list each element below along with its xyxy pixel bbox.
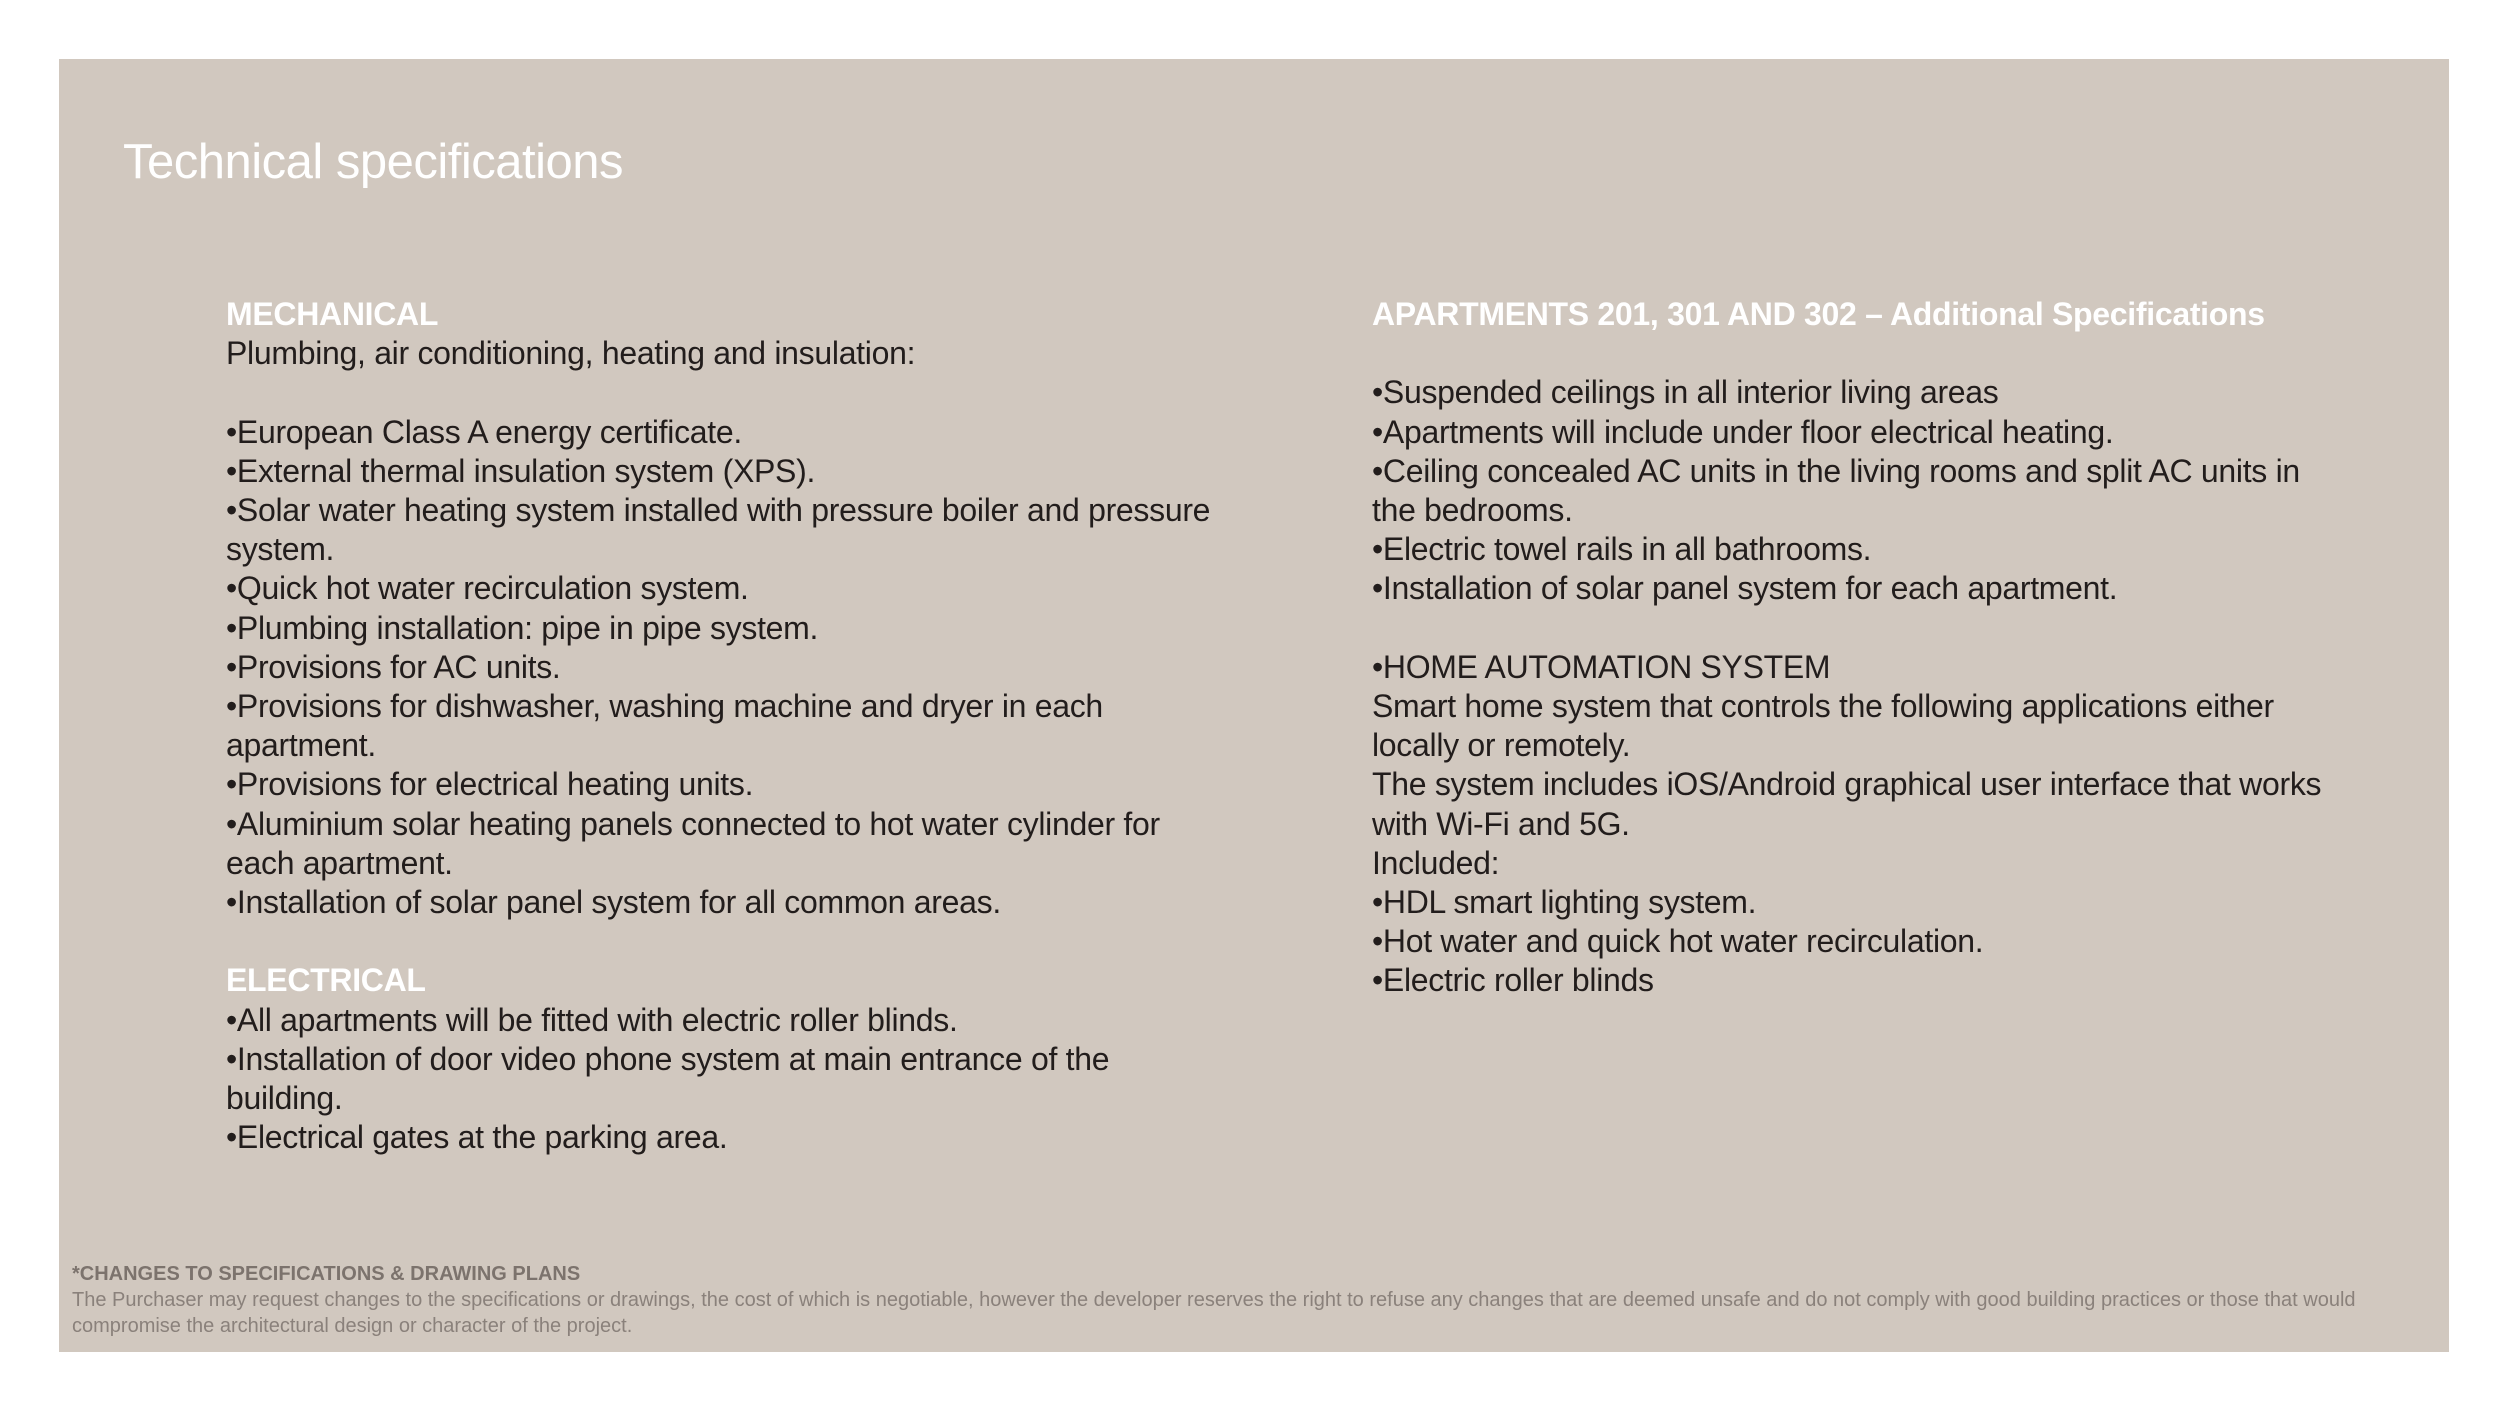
spacer (226, 922, 1226, 961)
mechanical-item: • Aluminium solar heating panels connected to hot water cylinder for each apartment. (226, 805, 1226, 883)
apartment-spec-item: • Suspended ceilings in all interior living areas (1372, 373, 2352, 412)
footnote-text: The Purchaser may request changes to the specifications or drawings, the cost of which is negotiable, however the developer reserves the right to refuse any changes that are deemed unsafe and do not comply with good building practices or those that would compromise the architectural design or character of the project. (72, 1289, 2356, 1337)
home-automation-included-item: • Electric roller blinds (1372, 961, 2352, 1000)
home-automation-title: • HOME AUTOMATION SYSTEM (1372, 648, 2352, 687)
left-column (226, 295, 1226, 1157)
spacer (226, 373, 1226, 412)
electrical-item: • Installation of door video phone system at main entrance of the building. (226, 1040, 1226, 1118)
apartment-spec-item: • Apartments will include under floor electrical heating. (1372, 413, 2352, 452)
home-automation-description: Smart home system that controls the following applications either locally or remotely. (1372, 688, 2274, 764)
mechanical-item: • Provisions for AC units. (226, 648, 1226, 687)
home-automation-included-item: • Hot water and quick hot water recirculation. (1372, 922, 2352, 961)
mechanical-item: • Provisions for dishwasher, washing machine and dryer in each apartment. (226, 687, 1226, 765)
spacer (1372, 334, 2352, 373)
home-automation-section (1372, 648, 2352, 1001)
mechanical-item: • Plumbing installation: pipe in pipe system. (226, 609, 1226, 648)
home-automation-included-label: Included: (1372, 844, 1500, 881)
apartment-spec-item: • Installation of solar panel system for each apartment. (1372, 569, 2352, 608)
electrical-item: • All apartments will be fitted with electric roller blinds. (226, 1001, 1226, 1040)
electrical-item: • Electrical gates at the parking area. (226, 1118, 1226, 1157)
spec-panel (59, 59, 2449, 1352)
mechanical-item: • Solar water heating system installed with pressure boiler and pressure system. (226, 491, 1226, 569)
mechanical-item: • External thermal insulation system (XPS). (226, 452, 1226, 491)
right-column (1372, 295, 2352, 1001)
electrical-section (226, 961, 1226, 1157)
mechanical-section (226, 295, 1226, 922)
apartments-heading: APARTMENTS 201, 301 AND 302 – Additional Specifications (1372, 296, 2265, 332)
footnote (72, 1261, 2432, 1339)
mechanical-item: • European Class A energy certificate. (226, 413, 1226, 452)
home-automation-interface-note: The system includes iOS/Android graphical user interface that works with Wi-Fi and 5G. (1372, 766, 2322, 842)
mechanical-item: • Installation of solar panel system for all common areas. (226, 883, 1226, 922)
footnote-title: *CHANGES TO SPECIFICATIONS & DRAWING PLANS (72, 1263, 581, 1285)
page-title: Technical specifications (123, 135, 624, 189)
mechanical-heading: MECHANICAL (226, 296, 439, 332)
electrical-heading: ELECTRICAL (226, 962, 426, 999)
spacer (1372, 609, 2352, 648)
apartment-spec-item: • Ceiling concealed AC units in the living rooms and split AC units in the bedrooms. (1372, 452, 2352, 530)
mechanical-intro: Plumbing, air conditioning, heating and insulation: (226, 335, 916, 372)
mechanical-item: • Quick hot water recirculation system. (226, 569, 1226, 608)
apartment-spec-item: • Electric towel rails in all bathrooms. (1372, 530, 2352, 569)
mechanical-item: • Provisions for electrical heating units. (226, 765, 1226, 804)
home-automation-included-item: • HDL smart lighting system. (1372, 883, 2352, 922)
